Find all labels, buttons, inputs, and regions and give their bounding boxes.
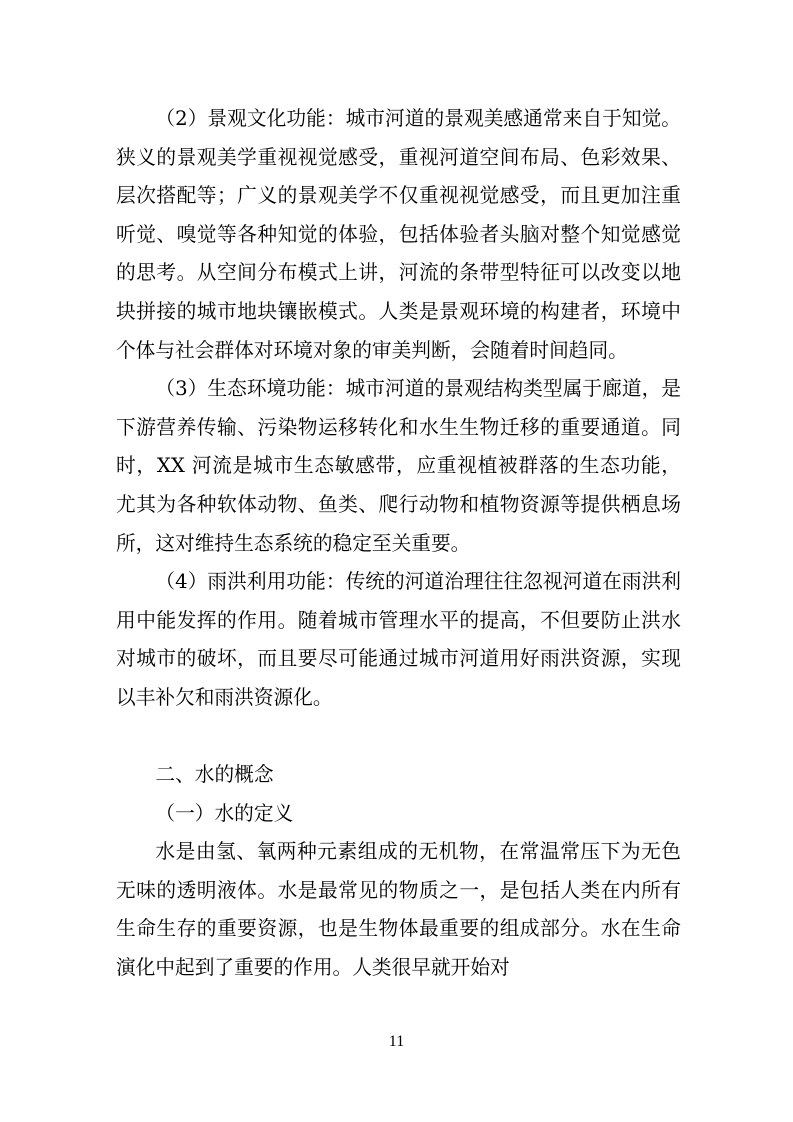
section-spacer xyxy=(116,718,681,757)
section-heading: 二、水的概念 xyxy=(155,763,274,787)
body-text xyxy=(116,100,681,988)
paragraph-landscape-culture: （2）景观文化功能：城市河道的景观美感通常来自于知觉。狭义的景观美学重视视觉感受，重视河道空间布局、色彩效果、层次搭配等；广义的景观美学不仅重视视觉感受，而且更加注重听觉、嗅觉等各种知觉的体验，包括体验者头脑对整个知觉感觉的思考。从空间分布模式上讲，河流的条带型特征可以改变以地块拼接的城市地块镶嵌模式。人类是景观环境的构建者，环境中个体与社会群体对环境对象的审美判断，会随着时间趋同。 xyxy=(116,107,681,362)
subsection-heading: （一）水的定义 xyxy=(155,801,294,825)
paragraph-flood-utilization: （4）雨洪利用功能：传统的河道治理往往忽视河道在雨洪利用中能发挥的作用。随着城市管理水平的提高，不但要防止洪水对城市的破坏，而且要尽可能通过城市河道用好雨洪资源，实现以丰补欠和雨洪资源化。 xyxy=(116,570,681,709)
page-number: 11 xyxy=(388,1033,405,1050)
paragraph-ecological-environment: （3）生态环境功能：城市河道的景观结构类型属于廊道，是下游营养传输、污染物运移转化和水生生物迁移的重要通道。同时，XX 河流是城市生态敏感带，应重视植被群落的生态功能，尤其为各种软体动物、鱼类、爬行动物和植物资源等提供栖息场所，这对维持生态系统的稳定至关重要。 xyxy=(116,377,681,555)
paragraph-water-definition: 水是由氢、氧两种元素组成的无机物，在常温常压下为无色无味的透明液体。水是最常见的物质之一，是包括人类在内所有生命生存的重要资源，也是生物体最重要的组成部分。水在生命演化中起到了重要的作用。人类很早就开始对 xyxy=(116,840,681,980)
